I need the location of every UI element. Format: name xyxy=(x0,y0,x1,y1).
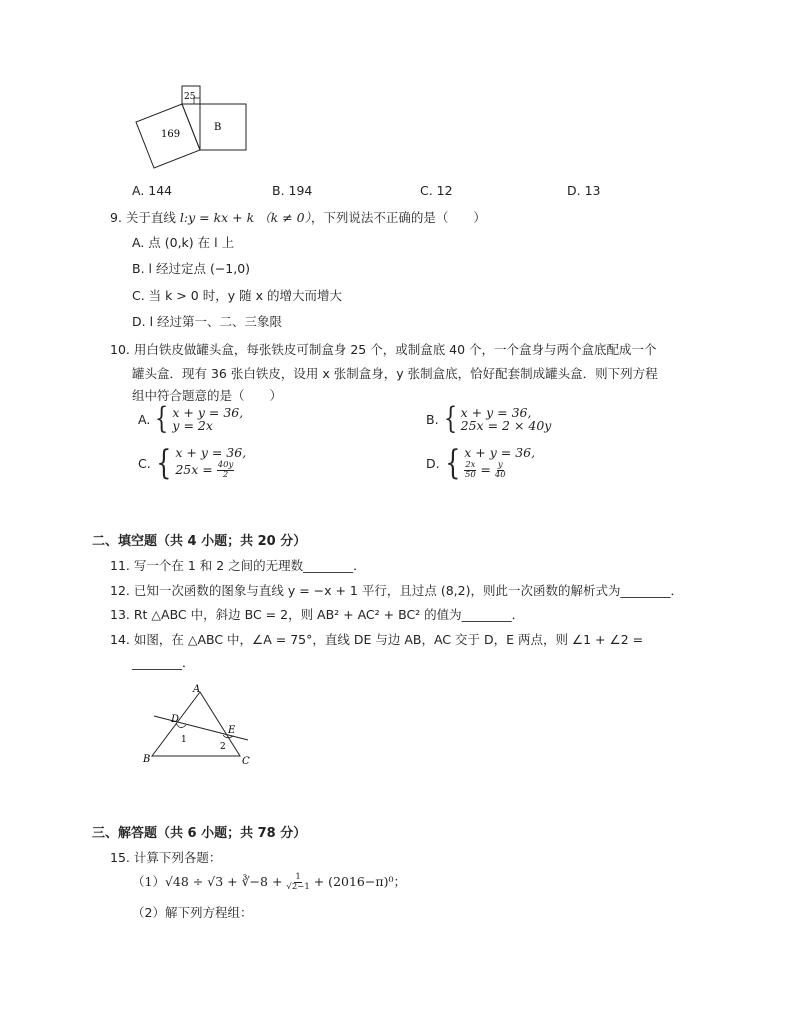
label-d: D xyxy=(171,714,180,725)
q15: 15. 计算下列各题： xyxy=(110,850,222,865)
q15-part1 xyxy=(132,872,406,892)
brace-icon: { xyxy=(443,401,457,436)
q10-option-c[interactable] xyxy=(138,443,247,483)
label-c: C xyxy=(242,756,250,767)
q10-b-eq2: 25x = 2 × 40y xyxy=(460,418,552,433)
brace-icon: { xyxy=(155,443,172,483)
q10-a-eq2: y = 2x xyxy=(172,418,213,433)
q9-stem-post: ，下列说法不正确的是（ ） xyxy=(310,210,486,225)
q9-stem-pre: 9. 关于直线 xyxy=(110,210,180,225)
label-b: B xyxy=(143,754,151,765)
triangle-abc xyxy=(152,692,240,756)
q11: 11. 写一个在 1 和 2 之间的无理数________． xyxy=(110,558,366,573)
q10-d-label: D. xyxy=(426,455,440,471)
q10-c-eq1: x + y = 36, xyxy=(175,445,247,460)
squares-figure xyxy=(130,82,255,174)
q9-option-b[interactable]: B. l 经过定点 (−1,0) xyxy=(132,261,251,276)
q15-1-num: 1 xyxy=(295,872,301,882)
q12: 12. 已知一次函数的图象与直线 y = −x + 1 平行，且过点 (8,2)，则此一次函数的解析式为________． xyxy=(110,583,683,598)
q8-option-b[interactable]: B. 194 xyxy=(272,183,313,198)
label-angle-1: 1 xyxy=(181,735,187,745)
q14-line2: ________． xyxy=(132,655,195,670)
q10-b-eq1: x + y = 36, xyxy=(460,405,532,420)
triangle-figure xyxy=(140,682,265,770)
square-b xyxy=(200,104,246,150)
q10-d-den1: 50 xyxy=(464,470,476,480)
q10-line2: 罐头盒．现有 36 张白铁皮，设用 x 张制盒身，y 张制盒底，恰好配套制成罐头盒．则下列方程 xyxy=(132,366,658,381)
q10-d-eq-sign: = xyxy=(476,462,495,477)
q9-option-c[interactable]: C. 当 k > 0 时，y 随 x 的增大而增大 xyxy=(132,288,342,303)
q10-d-num1: 2x xyxy=(465,460,476,470)
q10-option-b[interactable] xyxy=(426,401,552,436)
q9-option-a[interactable]: A. 点 (0,k) 在 l 上 xyxy=(132,235,235,250)
q10-line3: 组中符合题意的是（ ） xyxy=(132,388,283,403)
q10-a-eq1: x + y = 36, xyxy=(172,405,244,420)
q15-1-label: （1） xyxy=(132,874,165,889)
q10-d-fraction2 xyxy=(495,461,506,480)
label-angle-2: 2 xyxy=(220,742,226,752)
q8-option-a[interactable]: A. 144 xyxy=(132,183,173,198)
q9-stem-math: l:y = kx + k （k ≠ 0） xyxy=(179,210,311,225)
q10-c-label: C. xyxy=(138,455,151,471)
q15-1-fraction xyxy=(286,873,309,892)
label-a: A xyxy=(193,684,201,695)
q10-c-num: 40y xyxy=(217,460,234,470)
q13: 13. Rt △ABC 中，斜边 BC = 2，则 AB² + AC² + BC² 的值为________． xyxy=(110,607,525,622)
q8-option-d[interactable]: D. 13 xyxy=(567,183,601,198)
q9-stem xyxy=(110,208,486,226)
label-b: B xyxy=(214,122,222,133)
q10-b-label: B. xyxy=(426,411,439,427)
q8-option-c[interactable]: C. 12 xyxy=(420,183,453,198)
q10-c-den: 2 xyxy=(222,470,229,480)
q15-1-den: √2−1 xyxy=(286,882,310,892)
section3-title: 三、解答题（共 6 小题；共 78 分） xyxy=(92,826,307,841)
q10-c-eq2 xyxy=(175,461,246,480)
label-e: E xyxy=(228,725,236,736)
brace-icon: { xyxy=(444,443,461,483)
q10-d-eq1: x + y = 36, xyxy=(464,445,536,460)
q9-option-d[interactable]: D. l 经过第一、二、三象限 xyxy=(132,314,283,329)
q10-c-eq2-left: 25x = xyxy=(175,462,217,477)
label-169: 169 xyxy=(161,129,181,140)
q15-1-expr-a: √48 ÷ √3 + ∛−8 + xyxy=(164,874,287,889)
label-25: 25 xyxy=(184,92,196,102)
q10-option-a[interactable] xyxy=(138,401,244,436)
q14-line1: 14. 如图，在 △ABC 中，∠A = 75°，直线 DE 与边 AB，AC 交于 D，E 两点，则 ∠1 + ∠2 = xyxy=(110,632,644,647)
section2-title: 二、填空题（共 4 小题；共 20 分） xyxy=(92,534,307,549)
q10-c-fraction xyxy=(217,461,235,480)
q10-line1: 10. 用白铁皮做罐头盒，每张铁皮可制盒身 25 个，或制盒底 40 个，一个盒身与两个盒底配成一个 xyxy=(110,342,657,357)
q10-a-label: A. xyxy=(138,411,151,427)
q10-option-d[interactable] xyxy=(426,443,536,483)
q15-1-expr-b: + (2016−π)⁰； xyxy=(309,874,406,889)
brace-icon: { xyxy=(155,401,169,436)
q10-d-num2: y xyxy=(497,460,503,470)
q10-d-eq2 xyxy=(464,461,535,480)
q10-d-fraction1 xyxy=(464,461,476,480)
q10-d-den2: 40 xyxy=(494,470,506,480)
q15-part2: （2）解下列方程组： xyxy=(132,905,253,920)
triangle-hypotenuse xyxy=(182,104,200,150)
